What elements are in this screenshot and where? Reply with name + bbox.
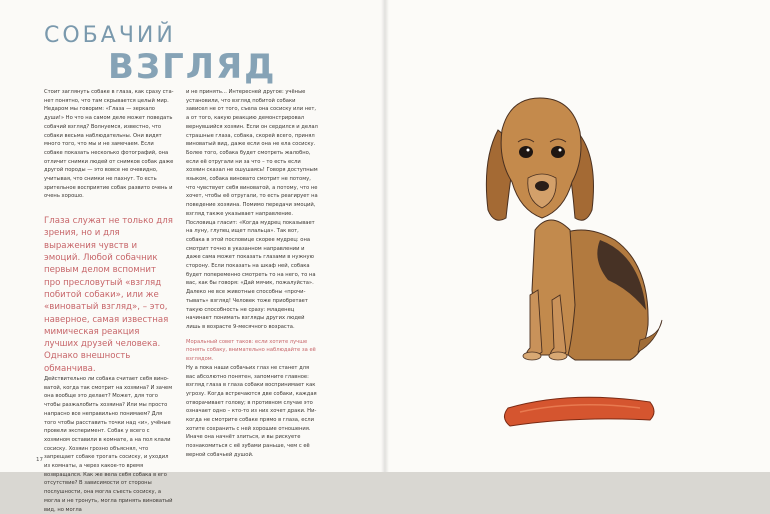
lead-quote: Глаза служат не только для зрения, но и для выражения чувств и эмоций. Любой собачник первым делом вспомнит про пресловутый «взгляд побитой собаки», или же «виноватый взгляд», – это, наверное, самая известная мимическая реакция лучших друзей человека. Однако внешность обманчива. — [44, 216, 173, 374]
page-number: 17 — [36, 457, 43, 463]
left-page — [0, 0, 385, 513]
paragraph-findings: и не принять... Интересней другое: учёные установили, что взгляд побитой собаки зависел не от того, съела она сосиску или нет, а от того, какую реакцию демонстрировал вернувшийся хозяин. Если он сердился и делал страшные глаза, собака, скорей всего, принял виноватый вид, даже если она не ела сосиску. Более того, собака будет смотреть жалобно, если её отругали ни за что – то есть если хозяин сказал не ошушаясь! Говоря доступным языком, собака виновато смотрит не потому, что чувствует себя виноватой, а потому, что не хочет, чтобы её отругали, то есть реагирует на поведение хозяина. Помимо передачи эмоций, взгляд также указывает направление. Пословица гласит: «Когда мудрец показывает на луну, глупец ищет плальца». Так вот, собака в этой пословице скорее мудрец: она смотрит точно в указанном направлении и даже сама может показать глазами в нужную сторону. Если показать на шкаф ней, собака будет попеременно смотреть то на него, то на вас, как бы говоря: «Дай мячик, пожалуйста». Далеко не все животные способны «прочитывать» взгляд! Человек тоже приобретает такую способность не сразу: младенец начинает понимать взгляды других людей лишь в возрасте 9-месячного возраста. — [186, 89, 318, 330]
highlight-note: Моральный совет таков: если хотите лучше понять собаку, внимательно наблюдайте за её взглядом. — [186, 338, 316, 363]
text-column-2 — [186, 88, 318, 460]
sausage — [504, 397, 654, 426]
dog-nose — [535, 181, 549, 191]
dog-eye-right — [551, 146, 565, 158]
paragraph-experiment: Действительно ли собака считает себя виноватой, когда так смотрит на хозяина? И зачем она вообще это делает? Может, для того чтобы разжалобить хозяина? Или мы просто напрасно все неправильно понимаем? Для того чтобы расставить точки над «и», учёные провели эксперимент. Собак у всего с хозяином оставили в комнате, а на пол клали сосиску. Хозяин грозно объяснял, что запрещает собаке трогать сосиску, и уходил из комнаты, а через какое-то время возвращался. Как же вела себя собака в его отсутствие? В зависимости от стороны послушности, она могла съесть сосиску, а могла и не тронуть, могла принять виноватый вид, но могла — [44, 376, 173, 513]
dog-paw-left — [523, 352, 541, 360]
book-gutter — [381, 0, 389, 472]
paragraph-intro: Стоит заглянуть собаке в глаза, как сразу станет понятно, что там скрывается целый мир. Недаром мы говорим: «Глаза — зеркало души!» Но что на самом деле может поведать собачий взгляд? Волнуемся, известно, что собаки весьма наблюдательны. Они видят много того, что мы и не замечаем. Если собаке показать несколько фотографий, она отличит снимки людей от снимков собак даже другой породы — это вовсе не очевидно, учитывая, что снимки не пахнут. То есть зрительное восприятие собак развито очень и очень хорошо. — [44, 89, 174, 200]
title-line-1: СОБАЧИЙ — [44, 23, 176, 48]
title-line-2: ВЗГЛЯД — [108, 47, 277, 87]
dog-illustration — [480, 90, 665, 440]
text-column-1 — [44, 88, 174, 513]
dog-paw-right — [549, 352, 567, 360]
dog-eye-left — [519, 146, 533, 158]
paragraph-conclusion: Ну а пока наши собачьих глаз не станет для вас абсолютно понятен, запомните главное: взгляд глаза в глаза собаки воспринимает как угрозу. Когда встречаются две собаки, каждая отворачивает голову; в противном случае это означает одно – кто-то из них хочет драки. Никогда не смотрите собаке прямо в глаза, если хотите сохранить с ней хорошие отношения. Иначе она начнёт злиться, и вы рискуете познакомиться с её зубами раньше, чем с её верной собачьей душой. — [186, 364, 317, 458]
